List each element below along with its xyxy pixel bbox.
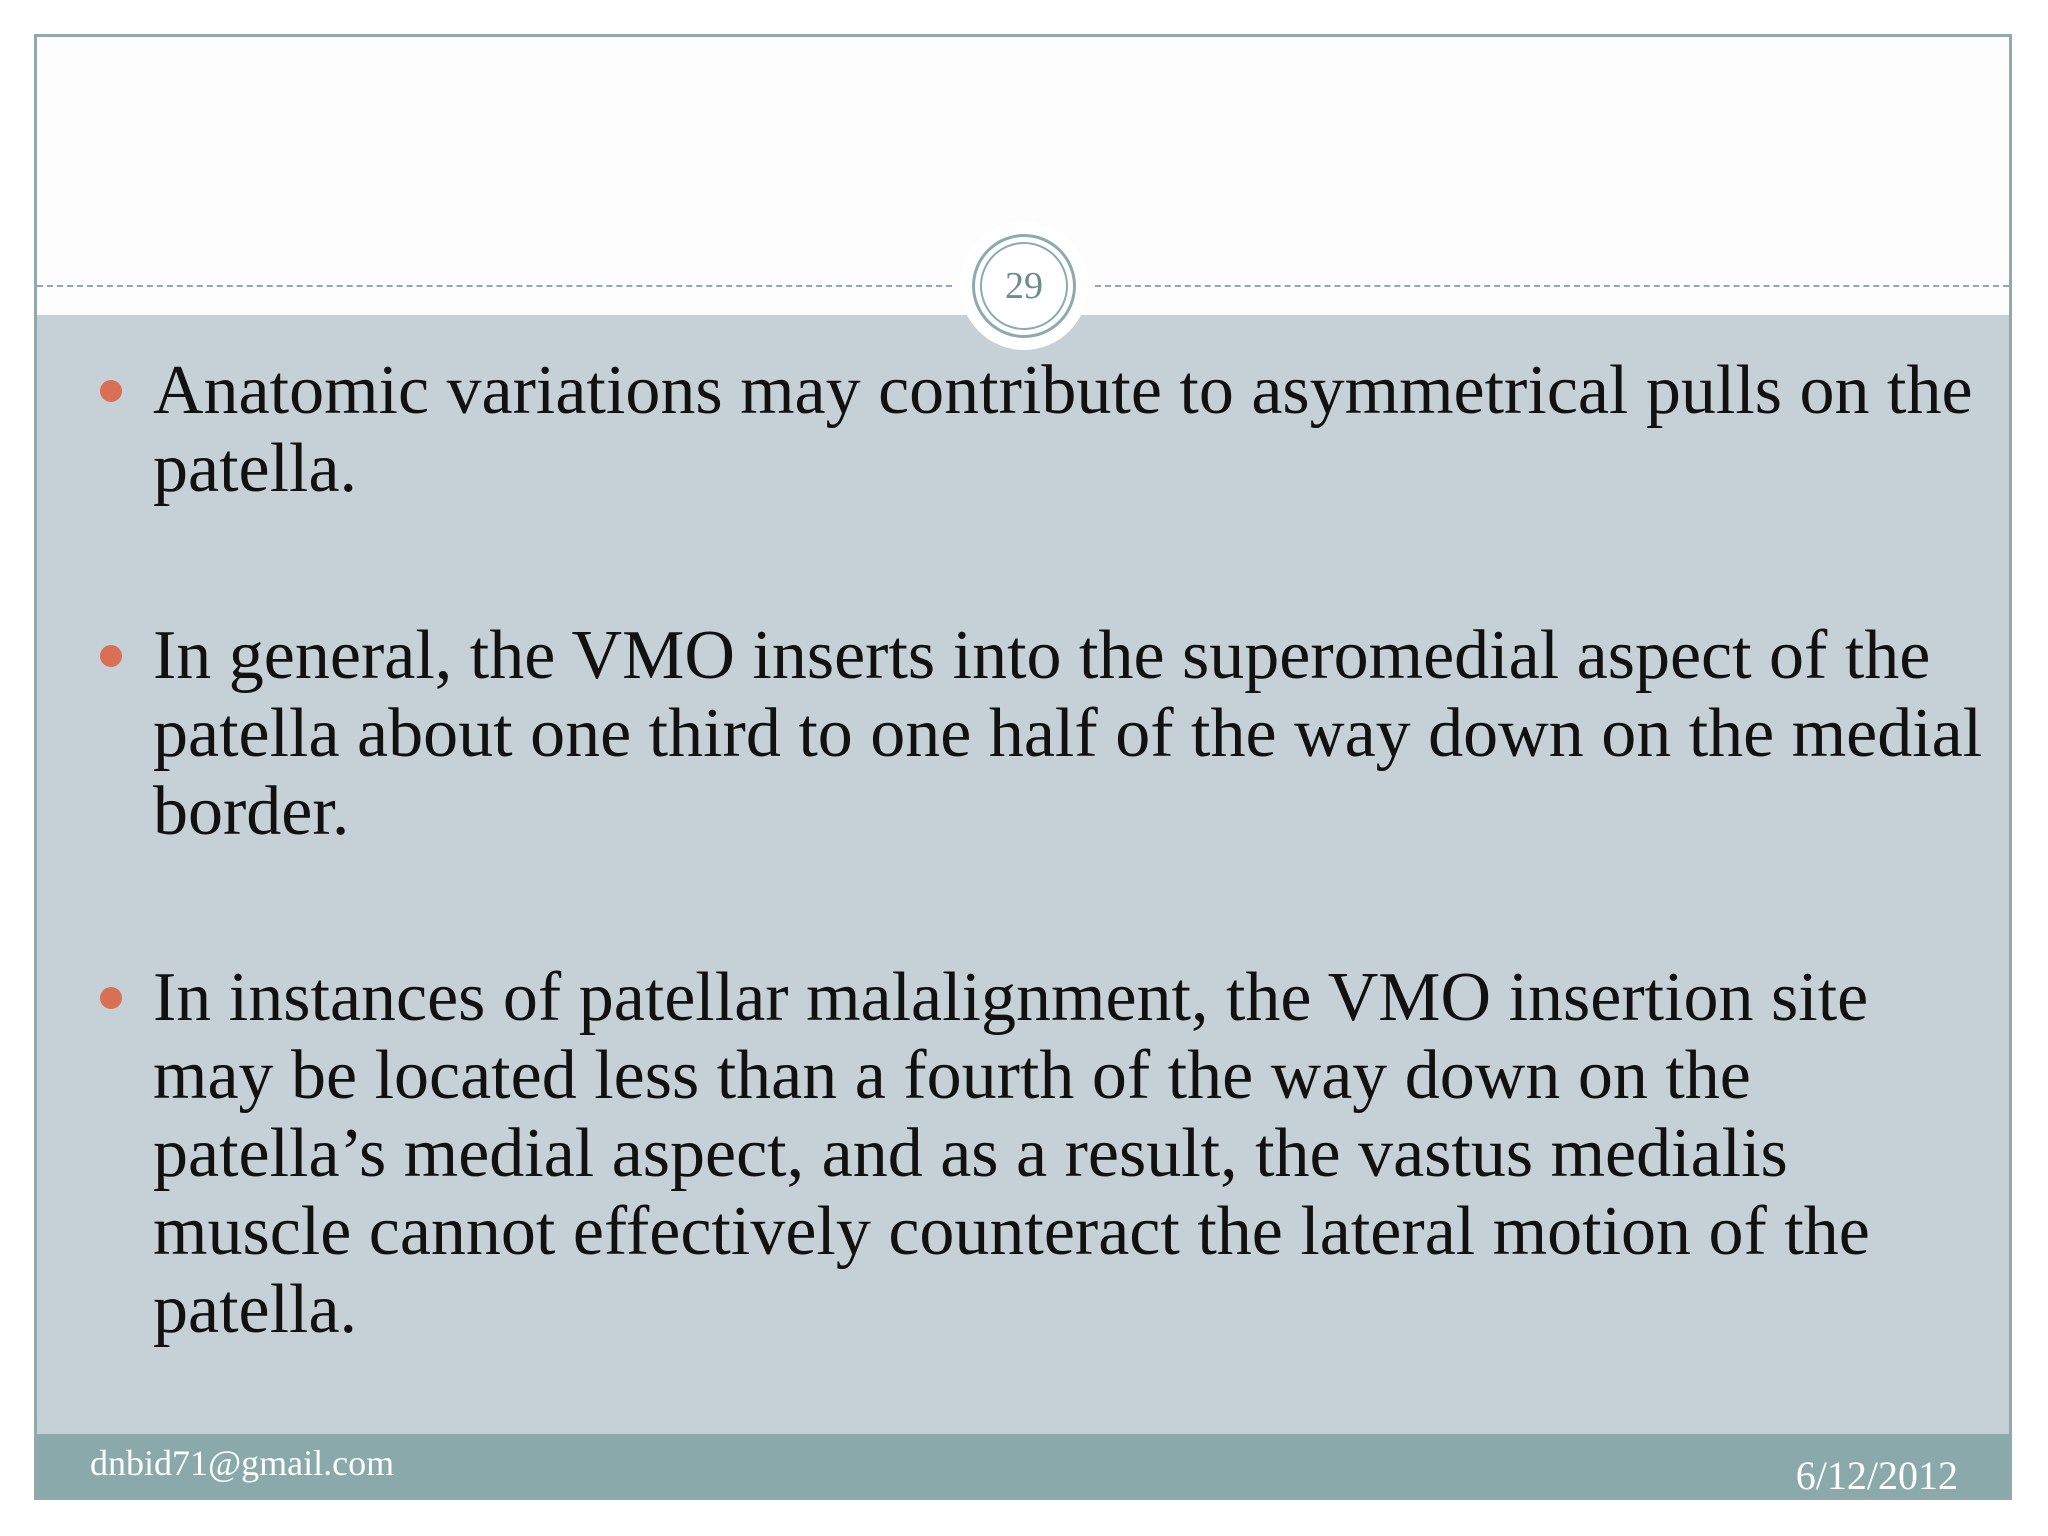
page-number: 29 (980, 242, 1068, 330)
bullet-item (153, 959, 1993, 1349)
bullet-marker-icon (100, 645, 122, 667)
footer-email: dnbid71@gmail.com (90, 1443, 395, 1483)
bullet-item (153, 352, 1993, 508)
slide (34, 34, 2012, 1500)
bullet-marker-icon (100, 380, 122, 402)
bullet-text: In general, the VMO inserts into the superomedial aspect of the patella about one third to one half of the way down on the medial border. (153, 617, 1983, 850)
slide-footer (37, 1434, 2009, 1500)
bullet-item (153, 617, 1993, 851)
bullet-text: In instances of patellar malalignment, the VMO insertion site may be located less than a fourth of the way down on the patella’s medial aspect, and as a result, the vastus medialis muscle cannot effectively counteract the lateral motion of the patella. (153, 959, 1870, 1348)
header-divider-right (1095, 285, 2009, 287)
bullet-text: Anatomic variations may contribute to asymmetrical pulls on the patella. (153, 352, 1973, 507)
page-number-badge (972, 234, 1076, 338)
header-divider-left (37, 285, 952, 287)
bullet-marker-icon (100, 987, 122, 1009)
footer-date: 6/12/2012 (1795, 1453, 1958, 1498)
